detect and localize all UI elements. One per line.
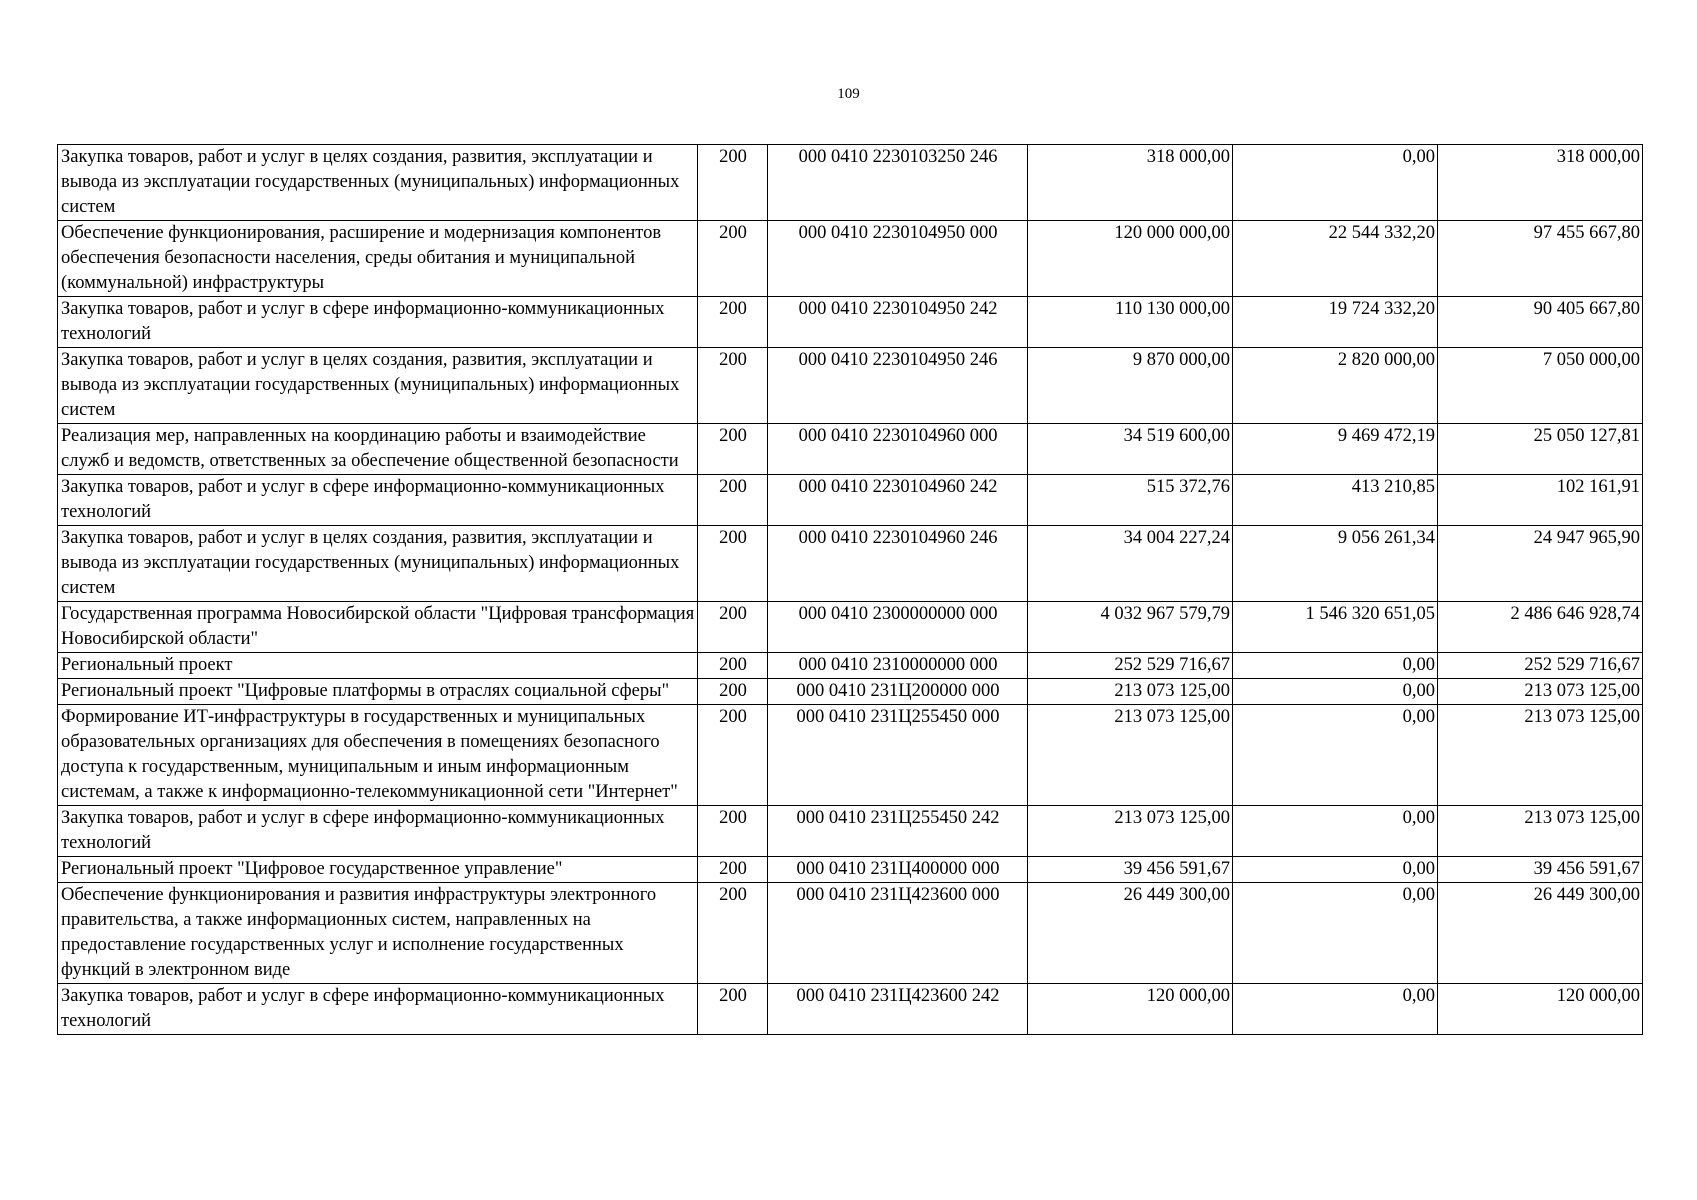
cell-name: Закупка товаров, работ и услуг в сфере информационно-коммуникационных технологий [58, 984, 698, 1035]
cell-name: Обеспечение функционирования и развития инфраструктуры электронного правительства, а также информационных систем, направленных на предоставление государственных услуг и исполнение государственных функций в электронном виде [58, 883, 698, 984]
cell-line-code: 200 [698, 883, 768, 984]
budget-table [57, 144, 1643, 1035]
cell-line-code: 200 [698, 475, 768, 526]
cell-unexecuted-amount: 25 050 127,81 [1438, 424, 1643, 475]
cell-name: Закупка товаров, работ и услуг в сфере информационно-коммуникационных технологий [58, 297, 698, 348]
cell-executed-amount: 1 546 320 651,05 [1233, 602, 1438, 653]
table-row [58, 602, 1643, 653]
cell-name: Региональный проект "Цифровое государственное управление" [58, 857, 698, 883]
table-row [58, 984, 1643, 1035]
table-row [58, 806, 1643, 857]
cell-name: Государственная программа Новосибирской области "Цифровая трансформация Новосибирской области" [58, 602, 698, 653]
cell-line-code: 200 [698, 297, 768, 348]
table-row [58, 705, 1643, 806]
cell-classification-code: 000 0410 231Ц200000 000 [768, 679, 1028, 705]
table-row [58, 526, 1643, 602]
cell-unexecuted-amount: 7 050 000,00 [1438, 348, 1643, 424]
table-row [58, 221, 1643, 297]
cell-name: Закупка товаров, работ и услуг в целях создания, развития, эксплуатации и вывода из эксплуатации государственных (муниципальных) информационных систем [58, 145, 698, 221]
table-row [58, 424, 1643, 475]
cell-unexecuted-amount: 90 405 667,80 [1438, 297, 1643, 348]
cell-executed-amount: 2 820 000,00 [1233, 348, 1438, 424]
cell-unexecuted-amount: 24 947 965,90 [1438, 526, 1643, 602]
cell-executed-amount: 0,00 [1233, 806, 1438, 857]
cell-executed-amount: 19 724 332,20 [1233, 297, 1438, 348]
cell-name: Закупка товаров, работ и услуг в сфере информационно-коммуникационных технологий [58, 806, 698, 857]
cell-classification-code: 000 0410 231Ц423600 242 [768, 984, 1028, 1035]
cell-executed-amount: 0,00 [1233, 857, 1438, 883]
table-row [58, 297, 1643, 348]
cell-name: Обеспечение функционирования, расширение и модернизация компонентов обеспечения безопасности населения, среды обитания и муниципальной (коммунальной) инфраструктуры [58, 221, 698, 297]
table-row [58, 653, 1643, 679]
table-row [58, 857, 1643, 883]
cell-approved-amount: 213 073 125,00 [1028, 705, 1233, 806]
cell-unexecuted-amount: 213 073 125,00 [1438, 679, 1643, 705]
cell-approved-amount: 515 372,76 [1028, 475, 1233, 526]
cell-classification-code: 000 0410 2230103250 246 [768, 145, 1028, 221]
cell-line-code: 200 [698, 145, 768, 221]
cell-classification-code: 000 0410 231Ц400000 000 [768, 857, 1028, 883]
cell-classification-code: 000 0410 2230104950 000 [768, 221, 1028, 297]
page-number: 109 [837, 86, 860, 102]
cell-classification-code: 000 0410 2230104960 246 [768, 526, 1028, 602]
table-body [58, 145, 1643, 1035]
cell-unexecuted-amount: 318 000,00 [1438, 145, 1643, 221]
cell-approved-amount: 120 000,00 [1028, 984, 1233, 1035]
cell-unexecuted-amount: 2 486 646 928,74 [1438, 602, 1643, 653]
cell-executed-amount: 22 544 332,20 [1233, 221, 1438, 297]
cell-name: Закупка товаров, работ и услуг в целях создания, развития, эксплуатации и вывода из эксплуатации государственных (муниципальных) информационных систем [58, 348, 698, 424]
table-row [58, 145, 1643, 221]
cell-unexecuted-amount: 97 455 667,80 [1438, 221, 1643, 297]
table-row [58, 883, 1643, 984]
cell-name: Закупка товаров, работ и услуг в сфере информационно-коммуникационных технологий [58, 475, 698, 526]
cell-approved-amount: 34 004 227,24 [1028, 526, 1233, 602]
cell-name: Региональный проект [58, 653, 698, 679]
cell-executed-amount: 9 469 472,19 [1233, 424, 1438, 475]
cell-classification-code: 000 0410 2230104960 242 [768, 475, 1028, 526]
cell-classification-code: 000 0410 231Ц255450 000 [768, 705, 1028, 806]
cell-approved-amount: 213 073 125,00 [1028, 679, 1233, 705]
cell-approved-amount: 34 519 600,00 [1028, 424, 1233, 475]
cell-executed-amount: 9 056 261,34 [1233, 526, 1438, 602]
cell-approved-amount: 120 000 000,00 [1028, 221, 1233, 297]
cell-executed-amount: 0,00 [1233, 984, 1438, 1035]
cell-classification-code: 000 0410 2230104950 242 [768, 297, 1028, 348]
cell-executed-amount: 0,00 [1233, 653, 1438, 679]
cell-executed-amount: 0,00 [1233, 145, 1438, 221]
cell-unexecuted-amount: 26 449 300,00 [1438, 883, 1643, 984]
table-row [58, 475, 1643, 526]
cell-approved-amount: 110 130 000,00 [1028, 297, 1233, 348]
cell-classification-code: 000 0410 231Ц423600 000 [768, 883, 1028, 984]
table-row [58, 679, 1643, 705]
cell-classification-code: 000 0410 2310000000 000 [768, 653, 1028, 679]
cell-approved-amount: 9 870 000,00 [1028, 348, 1233, 424]
cell-name: Региональный проект "Цифровые платформы в отраслях социальной сферы" [58, 679, 698, 705]
cell-line-code: 200 [698, 602, 768, 653]
cell-classification-code: 000 0410 2230104960 000 [768, 424, 1028, 475]
table-row [58, 348, 1643, 424]
cell-line-code: 200 [698, 526, 768, 602]
cell-name: Реализация мер, направленных на координацию работы и взаимодействие служб и ведомств, ответственных за обеспечение общественной безопасности [58, 424, 698, 475]
cell-name: Формирование ИТ-инфраструктуры в государственных и муниципальных образовательных организациях для обеспечения в помещениях безопасного доступа к государственным, муниципальным и иным информационным системам, а также к информационно-телекоммуникационной сети "Интернет" [58, 705, 698, 806]
cell-unexecuted-amount: 213 073 125,00 [1438, 705, 1643, 806]
cell-approved-amount: 252 529 716,67 [1028, 653, 1233, 679]
cell-unexecuted-amount: 252 529 716,67 [1438, 653, 1643, 679]
cell-approved-amount: 318 000,00 [1028, 145, 1233, 221]
cell-line-code: 200 [698, 857, 768, 883]
cell-line-code: 200 [698, 424, 768, 475]
cell-executed-amount: 0,00 [1233, 679, 1438, 705]
cell-approved-amount: 39 456 591,67 [1028, 857, 1233, 883]
cell-line-code: 200 [698, 705, 768, 806]
cell-classification-code: 000 0410 2230104950 246 [768, 348, 1028, 424]
cell-classification-code: 000 0410 231Ц255450 242 [768, 806, 1028, 857]
cell-executed-amount: 413 210,85 [1233, 475, 1438, 526]
cell-unexecuted-amount: 102 161,91 [1438, 475, 1643, 526]
cell-line-code: 200 [698, 806, 768, 857]
cell-line-code: 200 [698, 679, 768, 705]
cell-unexecuted-amount: 213 073 125,00 [1438, 806, 1643, 857]
cell-classification-code: 000 0410 2300000000 000 [768, 602, 1028, 653]
cell-unexecuted-amount: 39 456 591,67 [1438, 857, 1643, 883]
cell-approved-amount: 26 449 300,00 [1028, 883, 1233, 984]
cell-executed-amount: 0,00 [1233, 883, 1438, 984]
cell-line-code: 200 [698, 221, 768, 297]
cell-name: Закупка товаров, работ и услуг в целях создания, развития, эксплуатации и вывода из эксплуатации государственных (муниципальных) информационных систем [58, 526, 698, 602]
cell-approved-amount: 213 073 125,00 [1028, 806, 1233, 857]
cell-executed-amount: 0,00 [1233, 705, 1438, 806]
cell-line-code: 200 [698, 653, 768, 679]
cell-line-code: 200 [698, 348, 768, 424]
cell-approved-amount: 4 032 967 579,79 [1028, 602, 1233, 653]
cell-unexecuted-amount: 120 000,00 [1438, 984, 1643, 1035]
cell-line-code: 200 [698, 984, 768, 1035]
